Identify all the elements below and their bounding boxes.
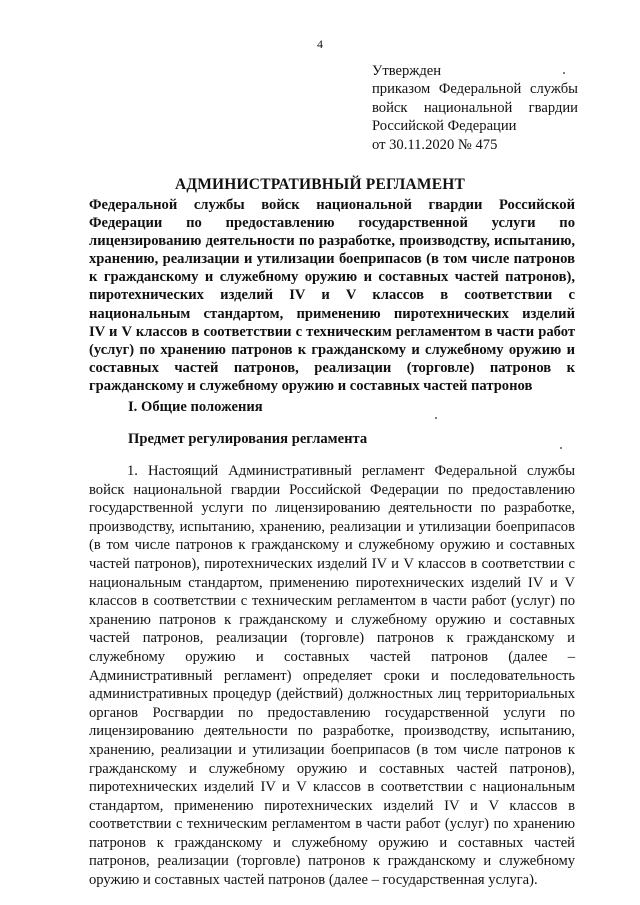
subtitle-line: лицензированию деятельности по разработке, производству, испытанию, — [89, 233, 575, 250]
subtitle-line: к гражданскому и служебному оружию и составных частей патронов), — [89, 269, 575, 286]
approval-line: Российской Федерации — [372, 118, 517, 135]
scan-speck — [563, 72, 565, 74]
subtitle-line: гражданскому и служебному оружию и составных частей патронов — [89, 377, 533, 394]
paragraph-line: войск национальной гвардии Российской Федерации по предоставлению — [89, 481, 575, 498]
paragraph-line: административных процедур (действий) должностных лиц территориальных — [89, 686, 575, 703]
paragraph-line: классов в соответствии с техническим регламентом в части работ (услуг) по — [89, 593, 575, 610]
paragraph-line: соответствии с техническим регламентом в части работ (услуг) по хранению — [89, 816, 575, 833]
approval-line: войск национальной гвардии — [372, 99, 578, 116]
paragraph-line: (в том числе патронов к гражданскому и служебному оружию и составных — [89, 537, 575, 554]
paragraph-line: лицензированию деятельности по разработке, производству, испытанию, — [89, 723, 575, 740]
paragraph-line: частей патронов, реализации (торговле) патронов к гражданскому и — [89, 630, 575, 647]
subtitle-line: (услуг) по хранению патронов к гражданскому и служебному оружию и — [89, 341, 575, 358]
approval-line: от 30.11.2020 № 475 — [372, 136, 498, 153]
approval-line: Утвержден — [372, 63, 442, 79]
paragraph-line: Административный регламент) определяет сроки и последовательность — [89, 667, 575, 684]
paragraph-line: 1. Настоящий Административный регламент Федеральной службы — [127, 463, 575, 479]
subtitle-line: Федерации по предоставлению государственной услуги по — [89, 215, 575, 232]
paragraph-line: национальным стандартом, применению пиротехнических изделий IV и V — [89, 574, 575, 591]
paragraph-line: патронов к гражданскому и служебному оружию и составных частей — [89, 834, 575, 851]
subtitle-line: IV и V классов в соответствии с техническим регламентом в части работ — [89, 323, 575, 340]
subtitle-line: Федеральной службы войск национальной гвардии Российской — [89, 197, 575, 213]
scan-speck — [560, 447, 562, 449]
subtitle-line: пиротехнических изделий IV и V классов в соответствии с — [89, 287, 575, 304]
paragraph-line: гражданскому и служебному оружию и составных частей патронов), — [89, 760, 575, 777]
paragraph-line: оружию и составных частей патронов (далее – государственная услуга). — [89, 872, 538, 889]
paragraph-line: пиротехнических изделий IV и V классов в соответствии с национальным — [89, 779, 575, 796]
paragraph-1 — [89, 462, 575, 890]
paragraph-line: хранению патронов к гражданскому и служебному оружию и составных — [89, 611, 575, 628]
section-heading: I. Общие положения — [128, 399, 263, 415]
regulation-title: АДМИНИСТРАТИВНЫЙ РЕГЛАМЕНТ — [174, 176, 466, 193]
paragraph-line: служебному оружию и составных частей патронов (далее – — [89, 648, 575, 665]
scan-speck — [435, 417, 437, 419]
page-number: 4 — [317, 37, 323, 51]
subtitle-line: национальным стандартом, применению пиротехнических изделий — [89, 305, 575, 322]
approval-stamp — [372, 62, 578, 154]
paragraph-line: производству, испытанию, хранению, реализации и утилизации боеприпасов — [89, 518, 575, 535]
paragraph-line: частей патронов), пиротехнических изделий IV и V классов в соответствии с — [89, 555, 575, 572]
regulation-subtitle — [89, 196, 575, 395]
paragraph-line: стандартом, применению пиротехнических изделий IV и V классов в — [89, 797, 575, 814]
subtitle-line: хранению, реализации и утилизации боеприпасов (в том числе патронов — [89, 251, 575, 268]
paragraph-line: органов Росгвардии по предоставлению государственной услуги по — [89, 704, 575, 721]
paragraph-line: государственной услуги по лицензированию деятельности по разработке, — [89, 500, 575, 517]
subtitle-line: составных частей патронов, реализации (торговле) патронов к — [89, 359, 575, 376]
paragraph-line: хранению, реализации и утилизации боеприпасов (в том числе патронов к — [89, 741, 575, 758]
paragraph-line: патронов, реализации (торговле) патронов к гражданскому и служебному — [89, 853, 575, 870]
approval-line: приказом Федеральной службы — [372, 81, 578, 98]
subsection-heading: Предмет регулирования регламента — [128, 431, 368, 447]
